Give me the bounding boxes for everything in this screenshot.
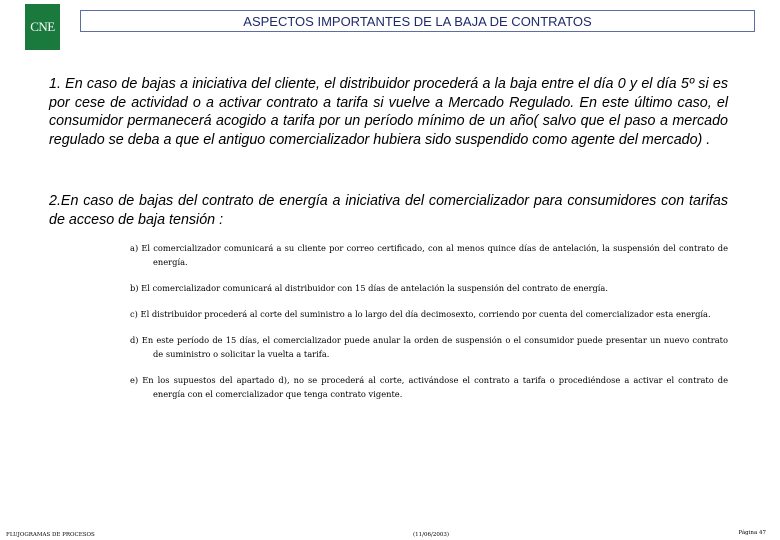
paragraph-1: 1. En caso de bajas a iniciativa del cliente, el distribuidor procederá a la baja entre el día 0 y el día 5º si es por cese de actividad o a activar contrato a tarifa si vuelve a Mercado Regulado. En este último caso, el consumidor permanecerá acogido a tarifa por un período mínimo de un año( salvo que el paso a mercado regulado se deba a que el antiguo comercializador hubiera sido suspendido como agente del mercado) . [49,76,728,148]
footer-left: FLUJOGRAMAS DE PROCESOS [6,532,95,538]
paragraph-2: 2.En caso de bajas del contrato de energía a iniciativa del comercializador para consumidores con tarifas de acceso de baja tensión : [49,193,728,228]
footer-date: (11/06/2003) [413,532,449,538]
cne-logo: CNE [25,4,60,50]
page-title-text: ASPECTOS IMPORTANTES DE LA BAJA DE CONTRATOS [243,13,592,29]
item-list [130,241,728,413]
footer-page-number: Página 47 [738,530,766,536]
list-item-a: a) El comercializador comunicará a su cliente por correo certificado, con al menos quince días de antelación, la suspensión del contrato de energía. [130,243,728,267]
page-title [80,10,755,32]
list-item-e: e) En los supuestos del apartado d), no se procederá al corte, activándose el contrato a tarifa o procediéndose a activar el contrato de energía con el comercializador que tenga contrato vigente. [130,375,728,399]
list-item-c: c) El distribuidor procederá al corte del suministro a lo largo del día decimosexto, corriendo por cuenta del comercializador esta energía. [130,309,711,319]
list-item-b: b) El comercializador comunicará al distribuidor con 15 días de antelación la suspensión del contrato de energía. [130,283,609,293]
list-item-d: d) En este período de 15 días, el comercializador puede anular la orden de suspensión o el consumidor puede presentar un nuevo contrato de suministro o solicitar la vuelta a tarifa. [130,335,728,359]
